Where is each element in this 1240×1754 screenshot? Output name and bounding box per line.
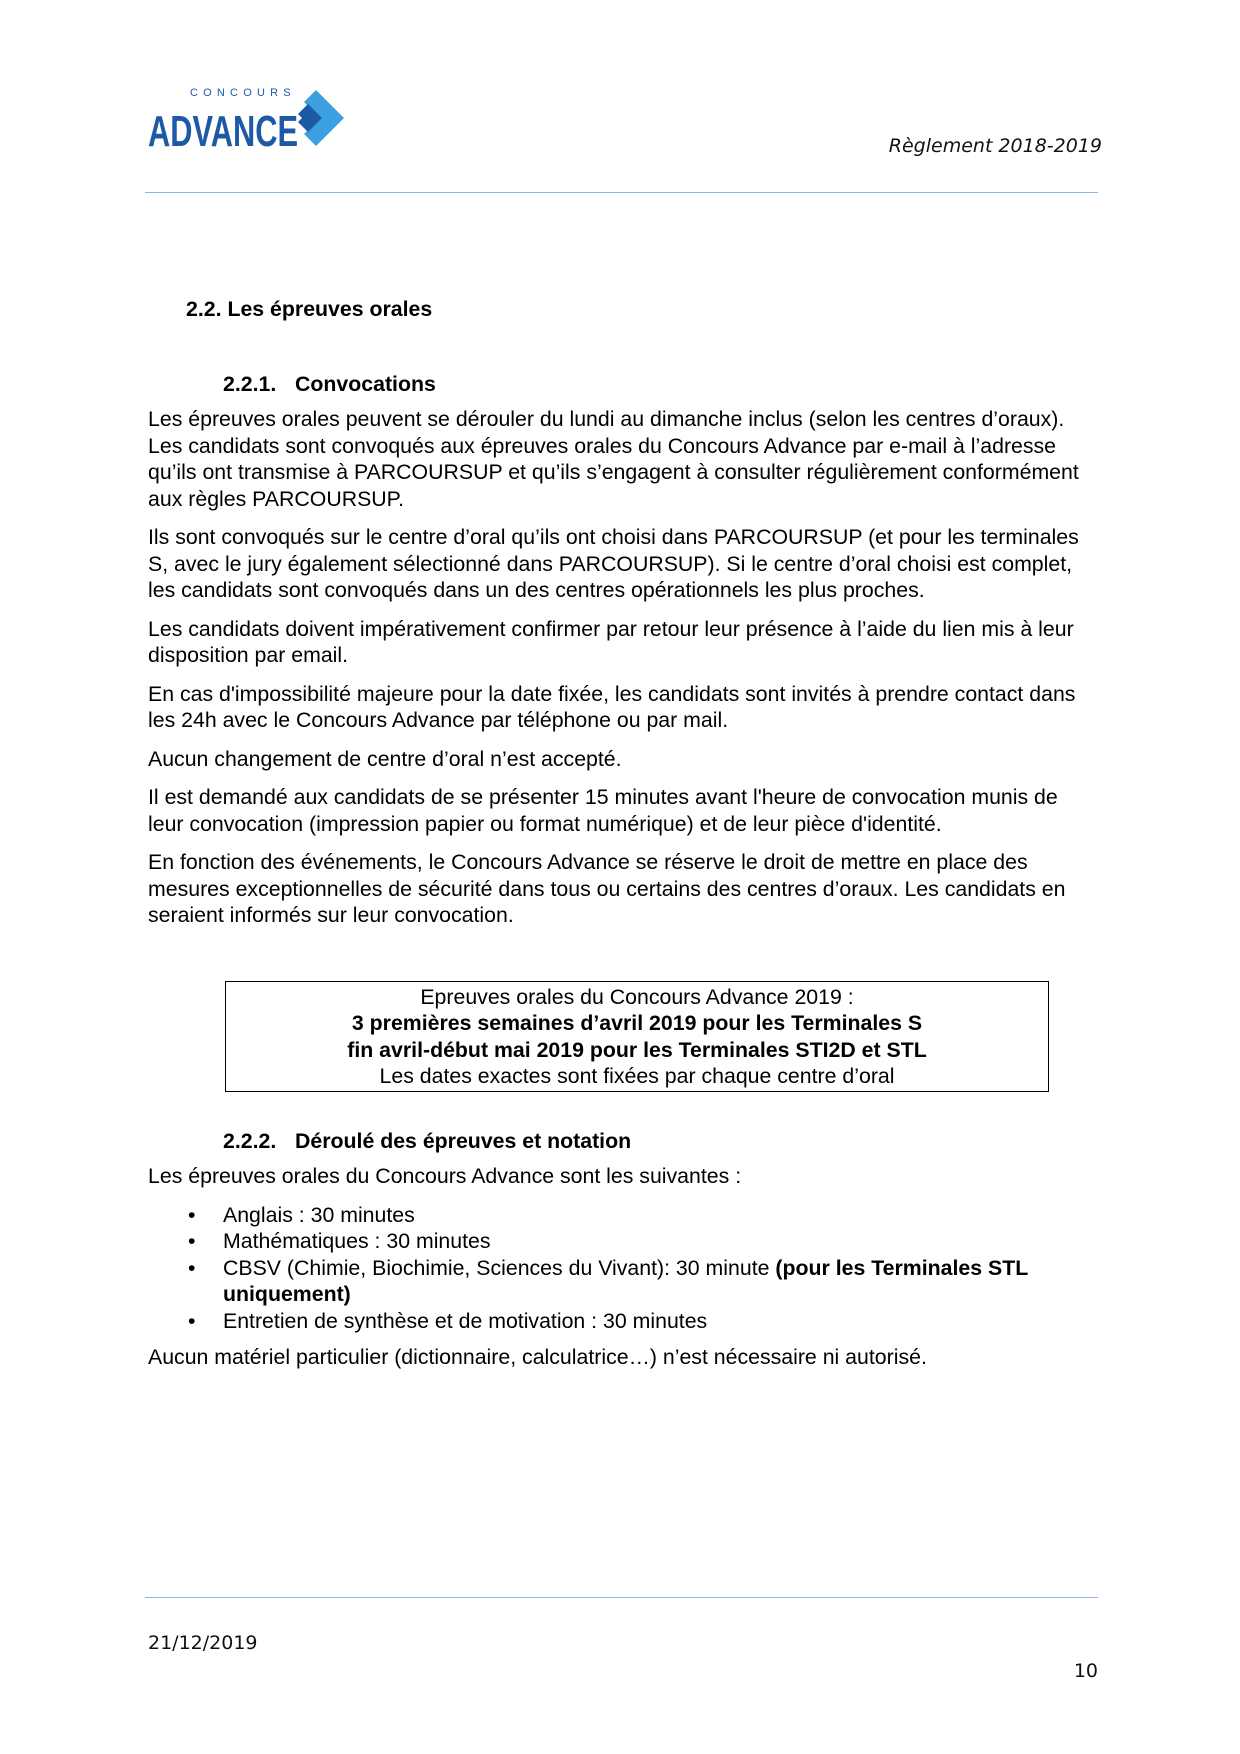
list-item-text: Entretien de synthèse et de motivation : 30 minutes [223, 1308, 708, 1333]
subsection-number: 2.2.2. [223, 1128, 277, 1153]
bullet-icon: • [188, 1229, 196, 1253]
bullet-icon: • [188, 1255, 196, 1280]
list-item [148, 1228, 1098, 1255]
paragraph: Les épreuves orales peuvent se dérouler du lundi au dimanche inclus (selon les centres d’oraux). Les candidats sont convoqués aux épreuves orales du Concours Advance par e-mail à l’adresse qu’ils ont transmise à PARCOURSUP et qu’ils s’engagent à consulter régulièrement conformément aux règles PARCOURSUP. [148, 407, 1079, 511]
exam-dates-box [225, 981, 1049, 1092]
list-item-text: CBSV (Chimie, Biochimie, Sciences du Vivant): 30 minute [223, 1255, 776, 1280]
paragraph: Il est demandé aux candidats de se présenter 15 minutes avant l'heure de convocation munis de leur convocation (impression papier ou format numérique) et de leur pièce d'identité. [148, 785, 1058, 836]
box-line-bold: 3 premières semaines d’avril 2019 pour les Terminales S [351, 1011, 923, 1035]
paragraph: Ils sont convoqués sur le centre d’oral qu’ils ont choisi dans PARCOURSUP (et pour les terminales S, avec le jury également sélectionné dans PARCOURSUP). Si le centre d’oral choisi est complet, les candidats sont convoqués dans un des centres opérationnels les plus proches. [148, 525, 1079, 602]
paragraph: Les épreuves orales du Concours Advance sont les suivantes : [148, 1164, 742, 1188]
paragraph: En cas d'impossibilité majeure pour la date fixée, les candidats sont invités à prendre contact dans les 24h avec le Concours Advance par téléphone ou par mail. [148, 681, 1076, 732]
subsection-title: Convocations [295, 371, 436, 396]
header-title: Règlement 2018-2019 [888, 135, 1102, 157]
exam-list [148, 1202, 1098, 1335]
header-divider [145, 192, 1098, 193]
bullet-icon: • [188, 1308, 196, 1333]
list-item [148, 1308, 1098, 1335]
paragraph: Aucun matériel particulier (dictionnaire, calculatrice…) n’est nécessaire ni autorisé. [148, 1345, 927, 1369]
logo-top-text: CONCOURS [190, 87, 296, 99]
subsection-title: Déroulé des épreuves et notation [295, 1128, 632, 1153]
list-item [148, 1202, 1098, 1229]
list-item-bold-text: (pour les Terminales STL uniquement) [223, 1255, 1028, 1306]
box-line: Epreuves orales du Concours Advance 2019 : [420, 984, 854, 1009]
paragraph: En fonction des événements, le Concours Advance se réserve le droit de mettre en place des mesures exceptionnelles de sécurité dans tous ou certains des centres d’oraux. Les candidats en seraient informés sur leur convocation. [148, 850, 1066, 927]
footer-divider [145, 1597, 1098, 1598]
box-line: Les dates exactes sont fixées par chaque centre d’oral [379, 1064, 895, 1088]
page-number: 10 [1073, 1660, 1098, 1682]
subsection-heading-convocations [223, 371, 1098, 398]
subsection-number: 2.2.1. [223, 371, 277, 396]
paragraph: Aucun changement de centre d’oral n’est accepté. [148, 746, 622, 771]
subsection-heading-deroule [223, 1128, 1098, 1155]
footer-date: 21/12/2019 [148, 1632, 258, 1654]
logo-main-text: ADVANCE [148, 107, 298, 154]
main-content [148, 296, 1098, 1371]
section-heading: 2.2. Les épreuves orales [186, 297, 433, 321]
paragraph: Les candidats doivent impérativement confirmer par retour leur présence à l’aide du lien mis à leur disposition par email. [148, 616, 1074, 667]
list-item-text: Anglais : 30 minutes [223, 1202, 415, 1227]
list-item [148, 1255, 1098, 1308]
concours-advance-logo [148, 84, 348, 154]
box-line-bold: fin avril-début mai 2019 pour les Terminales STI2D et STL [347, 1037, 927, 1062]
logo-diamond-icon [298, 90, 344, 146]
list-item-text: Mathématiques : 30 minutes [223, 1229, 491, 1253]
bullet-icon: • [188, 1202, 196, 1227]
